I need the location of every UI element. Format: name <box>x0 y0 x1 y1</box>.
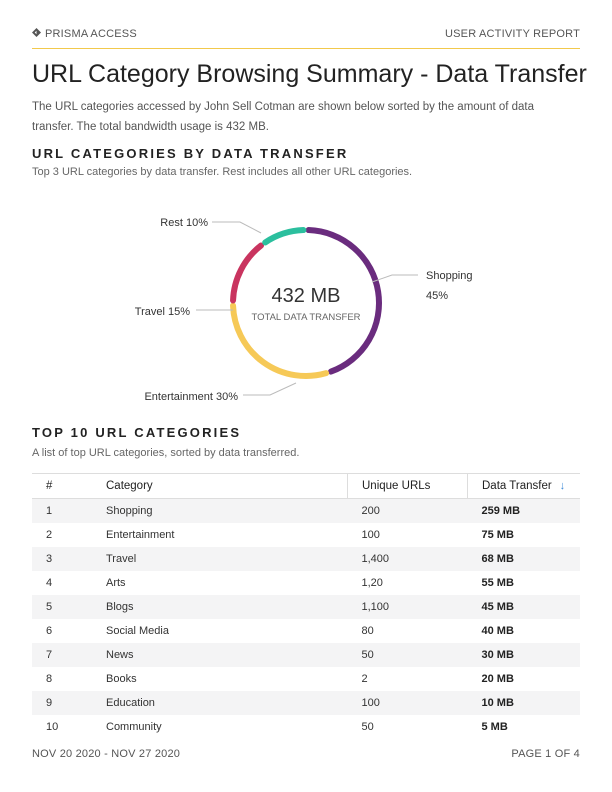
table-row <box>32 691 580 715</box>
column-header-rank: # <box>32 474 92 499</box>
slice-label-travel: Travel 15% <box>134 306 190 318</box>
report-footer <box>32 748 580 760</box>
cell-category: Travel <box>92 547 348 571</box>
intro-text: The URL categories accessed by John Sell Cotman are shown below sorted by the amount of data transfer. The total bandwidth usage is 432 MB. <box>32 101 535 133</box>
cell-category: Entertainment <box>106 529 175 541</box>
cell-data-transfer: 45 MB <box>468 595 581 619</box>
cell-category: News <box>92 643 348 667</box>
slice-label-rest: Rest 10% <box>160 217 208 229</box>
cell-rank: 2 <box>46 529 53 541</box>
table-row <box>32 571 580 595</box>
table-row <box>32 499 580 524</box>
column-header-unique-urls: Unique URLs <box>348 474 468 499</box>
cell-unique-urls: 100 <box>361 529 380 541</box>
cell-unique-urls: 1,20 <box>361 577 383 589</box>
leader-line-rest <box>212 222 261 233</box>
cell-data-transfer: 5 MB <box>481 721 508 733</box>
cell-unique-urls: 80 <box>361 625 374 637</box>
donut-slice-rest <box>265 230 303 242</box>
donut-slice-travel <box>233 245 261 300</box>
cell-category: Community <box>106 721 162 733</box>
table-header-row <box>32 474 580 499</box>
cell-unique-urls: 200 <box>348 499 468 524</box>
cell-data-transfer: 75 MB <box>481 529 514 541</box>
column-header-category: Category <box>92 474 348 499</box>
brand <box>32 28 137 40</box>
date-range: NOV 20 2020 - NOV 27 2020 <box>32 748 181 760</box>
table-row <box>32 547 580 571</box>
cell-unique-urls: 50 <box>361 721 374 733</box>
cell-unique-urls: 1,400 <box>348 547 468 571</box>
slice-label-shopping: Shopping <box>426 270 473 282</box>
cell-category: Books <box>106 673 137 685</box>
cell-data-transfer: 259 MB <box>468 499 581 524</box>
section-subtitle-data-transfer: Top 3 URL categories by data transfer. Rest includes all other URL categories. <box>32 166 413 178</box>
cell-rank: 9 <box>32 691 92 715</box>
total-label: TOTAL DATA TRANSFER <box>251 312 361 323</box>
slice-label-entertainment: Entertainment 30% <box>144 391 238 403</box>
cell-data-transfer: 55 MB <box>481 577 514 589</box>
cell-category: Blogs <box>92 595 348 619</box>
cell-data-transfer: 68 MB <box>468 547 581 571</box>
cell-category: Social Media <box>106 625 169 637</box>
cell-rank: 6 <box>46 625 53 637</box>
section-subtitle-top-categories: A list of top URL categories, sorted by data transferred. <box>32 447 300 459</box>
cell-rank: 5 <box>32 595 92 619</box>
cell-unique-urls: 1,100 <box>348 595 468 619</box>
slice-percent-shopping: 45% <box>426 290 449 302</box>
cell-unique-urls: 50 <box>348 643 468 667</box>
cell-unique-urls: 2 <box>361 673 368 685</box>
cell-data-transfer: 20 MB <box>481 673 514 685</box>
sort-desc-icon[interactable]: ↓ <box>559 480 566 492</box>
cell-data-transfer: 40 MB <box>481 625 514 637</box>
data-transfer-header-label: Data Transfer <box>482 480 552 492</box>
cell-category: Shopping <box>92 499 348 524</box>
section-heading-top-categories: TOP 10 URL CATEGORIES <box>32 425 242 440</box>
table-row <box>32 523 580 547</box>
column-header-data-transfer[interactable] <box>468 474 581 499</box>
cell-rank: 4 <box>46 577 53 589</box>
cell-category: Arts <box>106 577 126 589</box>
table-row <box>32 619 580 643</box>
table-row <box>32 595 580 619</box>
leader-line-shopping <box>372 275 418 282</box>
table-row <box>32 667 580 691</box>
section-heading-data-transfer: URL CATEGORIES BY DATA TRANSFER <box>32 146 349 161</box>
cell-rank: 8 <box>46 673 53 685</box>
cell-rank: 10 <box>46 721 59 733</box>
prisma-logo-icon <box>32 28 41 40</box>
cell-category: Education <box>92 691 348 715</box>
page-title: URL Category Browsing Summary - Data Transfer <box>32 60 587 88</box>
donut-chart <box>0 190 612 415</box>
table-row <box>32 643 580 667</box>
cell-rank: 7 <box>32 643 92 667</box>
cell-unique-urls: 100 <box>348 691 468 715</box>
report-name: USER ACTIVITY REPORT <box>444 28 580 40</box>
total-value: 432 MB <box>271 285 341 307</box>
cell-data-transfer: 30 MB <box>468 643 581 667</box>
brand-name: PRISMA ACCESS <box>45 28 137 40</box>
page-number: PAGE 1 OF 4 <box>511 748 580 760</box>
table-row <box>32 715 580 739</box>
leader-line-entertainment <box>243 383 296 395</box>
report-header <box>32 28 580 49</box>
top-categories-table <box>32 473 580 739</box>
cell-rank: 1 <box>32 499 92 524</box>
cell-data-transfer: 10 MB <box>468 691 581 715</box>
cell-rank: 3 <box>32 547 92 571</box>
